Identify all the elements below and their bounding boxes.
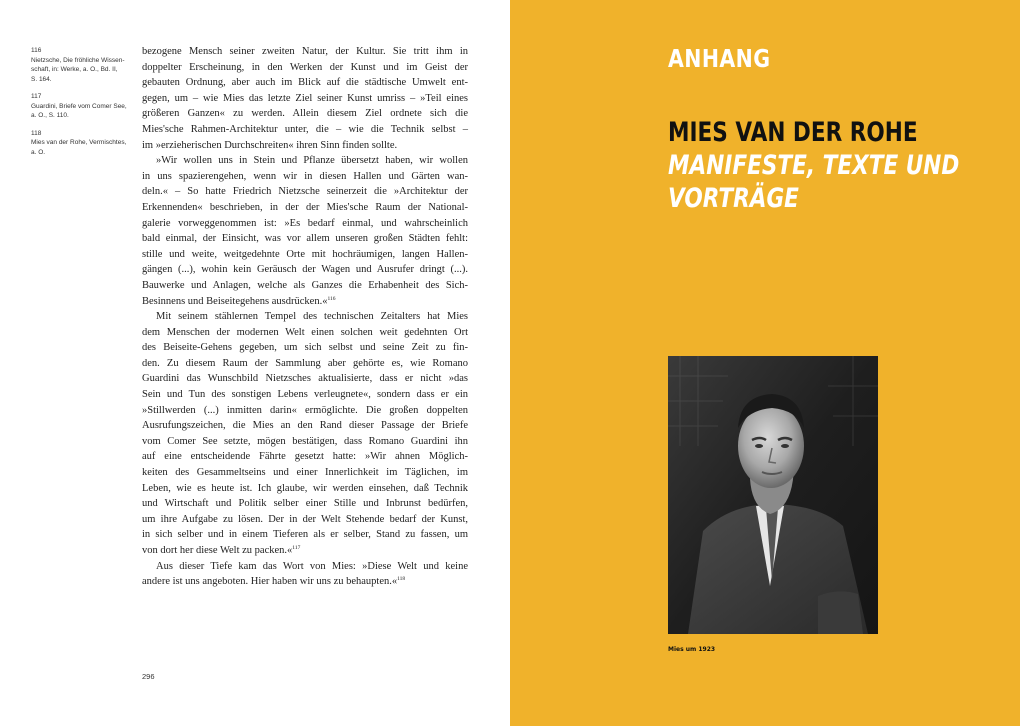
title-subtitle-line1: MANIFESTE, TEXTE UND bbox=[668, 150, 960, 181]
paragraph-4: Aus dieser Tiefe kam das Wort von Mies: »Diese Welt und keine andere ist uns angeboten. Hier haben wir uns zu behaupten.«$^{118}$ bbox=[142, 560, 468, 588]
chapter-title bbox=[668, 116, 988, 215]
photo-caption: Mies um 1923 bbox=[668, 646, 716, 653]
portrait-photo bbox=[668, 356, 878, 634]
section-label: ANHANG bbox=[668, 44, 771, 73]
body-text bbox=[142, 44, 468, 590]
title-author: MIES VAN DER ROHE bbox=[668, 117, 918, 148]
page-number: 296 bbox=[142, 672, 155, 681]
footnote-ref-116: 116 bbox=[327, 295, 336, 302]
title-subtitle-line2: VORTRÄGE bbox=[668, 183, 799, 214]
footnote-117: 117 Guardini, Briefe vom Comer See, a. O., S. 110. bbox=[31, 93, 127, 119]
footnotes bbox=[31, 46, 131, 165]
footnote-118: 118 Mies van der Rohe, Vermischtes, a. O. bbox=[31, 129, 127, 156]
footnote-ref-118: 118 bbox=[397, 576, 406, 583]
footnote-ref-117: 117 bbox=[292, 545, 301, 551]
footnote-116: 116 Nietzsche, Die fröhliche Wissen- schaft, in: Werke, a. O., Bd. II, S. 164. bbox=[31, 47, 125, 83]
paragraph-3: Mit seinem stählernen Tempel des technischen Zeitalters hat Mies dem Menschen der modernen Welt einen solchen weit gedehnten Ort des Beiseite-Gehens gegeben, um sich selbst und seine Zeit zu fin- den. Zu diesem Raum der Sammlung aber gehörte es, wie Romano Guardini das Wunschbild Nietzsches aktualisierte, dass er nicht »das Sein und Tun des sonstigen Lebens verleugnete«, sondern dass er ein »Stillwerden (...) inmitten darin« ermöglichte. Die großen doppelten Ausrufungszeichen, die Mies an den Rand dieser Passage der Briefe vom Comer See setzte, mögen bestätigen, dass Romano Guardini ihn auf eine entscheidende Fährte gesetzt hatte: »Wir ahnen Möglich- keiten des Gesammeltseins und einer Innerlichkeit im Täglichen, im Leben, wie es heute ist. Ich glaube, wir werden einsehen, daß Technik und Wirtschaft und Politik selber einer Stille und Inbrunst bedürfen, um ihre Aufgabe zu lösen. Der in der Welt Stehende bedarf der Kunst, in sich selber und in einem Tieferen als er selber, Stand zu fassen, um von dort her diese Welt zu packen.«$^{117}$ bbox=[142, 311, 468, 556]
paragraph-1: bezogene Mensch seiner zweiten Natur, der Kultur. Sie tritt ihm in doppelter Erscheinung, in den Werken der Kunst und im Geist der gebauten Ordnung, aber auch im Blick auf die städtische Umwelt ent- gegen, um – wie Mies das letzte Ziel seiner Kunst umriss – »Teil eines größeren Ganzen« zu werden. Allein diesem Ziel ordnete sich die Mies'sche Rahmen-Architektur unter, die – wie die Technik selbst – im »erzieherischen Durchschreiten« ihren Sinn finden sollte. bbox=[142, 46, 468, 151]
right-page bbox=[510, 0, 1020, 726]
paragraph-2: »Wir wollen uns in Stein und Pflanze übersetzt haben, wir wollen in uns spazierengehen, wenn wir in diesen Hallen und Gärten wan- deln.« – So hatte Friedrich Nietzsche seinerzeit die »Architektur der Erkennenden« beschrieben, in der der Mies'sche Raum der National- galerie vorweggenommen ist: »Es bedarf einmal, und wahrscheinlich bald einmal, der Einsicht, was vor allem unseren großen Städten fehlt: stille und weite, weitgedehnte Orte mit hochräumigen, langen Hallen- gängen (...), wohin kein Geräusch der Wagen und Ausrufer dringt (...). Bauwerke und Anlagen, welche als Ganzes die Erhabenheit des Sich- Besinnens und Beiseitegehens ausdrücken.«$^{116}$ bbox=[142, 155, 468, 307]
